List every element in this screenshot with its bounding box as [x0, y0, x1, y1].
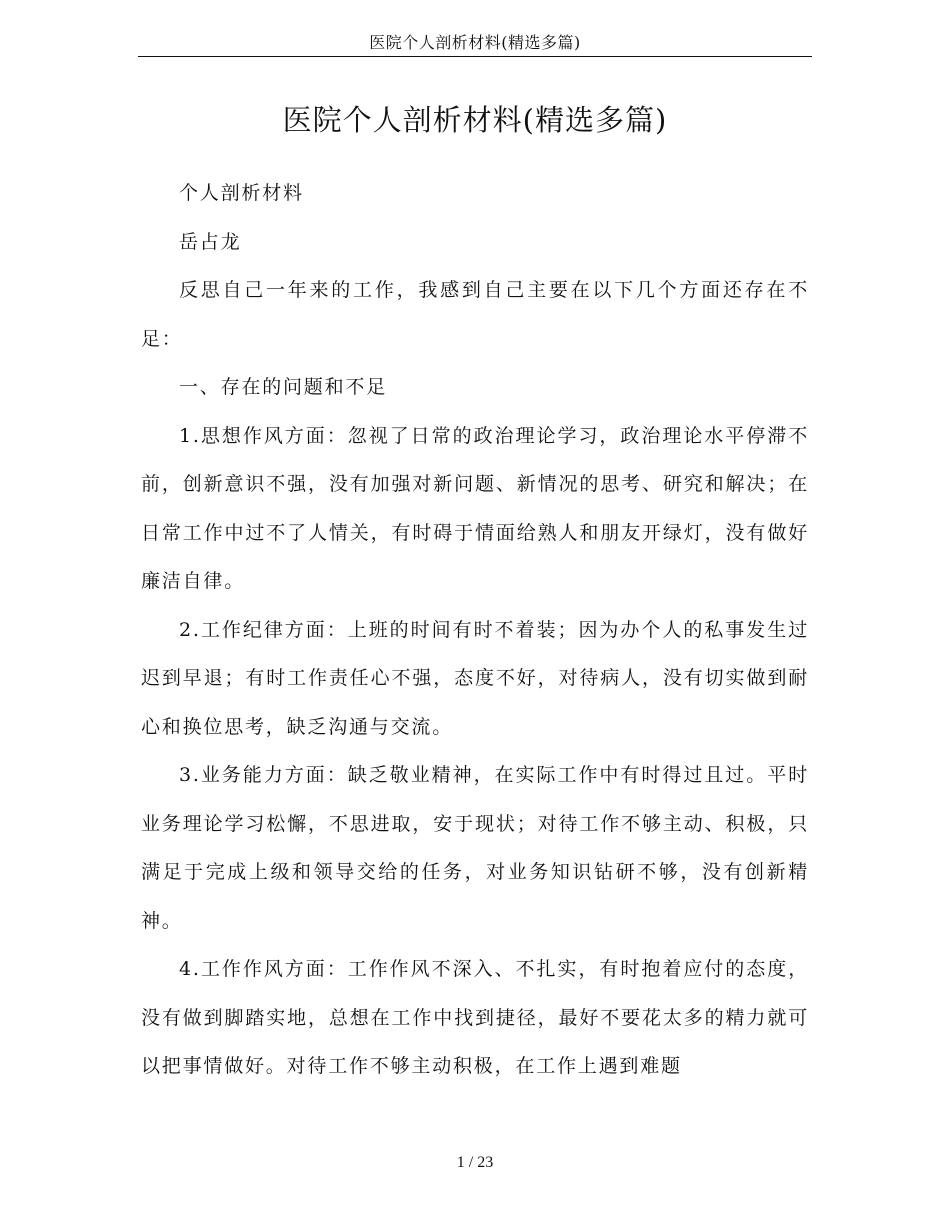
section-heading: 一、存在的问题和不足	[179, 376, 388, 398]
paragraph-item-4: 4.工作作风方面：工作作风不深入、不扎实，有时抱着应付的态度，没有做到脚踏实地，总想在工作中找到捷径，最好不要花太多的精力就可以把事情做好。对待工作不够主动积极，在工作上遇到难题	[141, 958, 809, 1077]
paragraph-author: 岳占龙	[179, 230, 242, 253]
document-title: 医院个人剖析材料(精选多篇)	[282, 103, 668, 137]
header-rule	[138, 56, 812, 57]
paragraph-item-1: 1.思想作风方面：忽视了日常的政治理论学习，政治理论水平停滞不前，创新意识不强，没有加强对新问题、新情况的思考、研究和解决；在日常工作中过不了人情关，有时碍于情面给熟人和朋友开绿灯，没有做好廉洁自律。	[141, 424, 809, 592]
paragraph-item-3: 3.业务能力方面：缺乏敬业精神，在实际工作中有时得过且过。平时业务理论学习松懈，不思进取，安于现状；对待工作不够主动、积极，只满足于完成上级和领导交给的任务，对业务知识钻研不够，没有创新精神。	[141, 764, 809, 932]
running-header: 医院个人剖析材料(精选多篇)	[369, 33, 581, 52]
paragraph-subtitle: 个人剖析材料	[179, 182, 304, 204]
page-number: 1 / 23	[456, 1154, 494, 1171]
paragraph-item-2: 2.工作纪律方面：上班的时间有时不着装；因为办个人的私事发生过迟到早退；有时工作责任心不强，态度不好，对待病人，没有切实做到耐心和换位思考，缺乏沟通与交流。	[141, 618, 809, 738]
document-body	[141, 169, 809, 1091]
paragraph-intro: 反思自己一年来的工作，我感到自己主要在以下几个方面还存在不足：	[141, 279, 809, 350]
